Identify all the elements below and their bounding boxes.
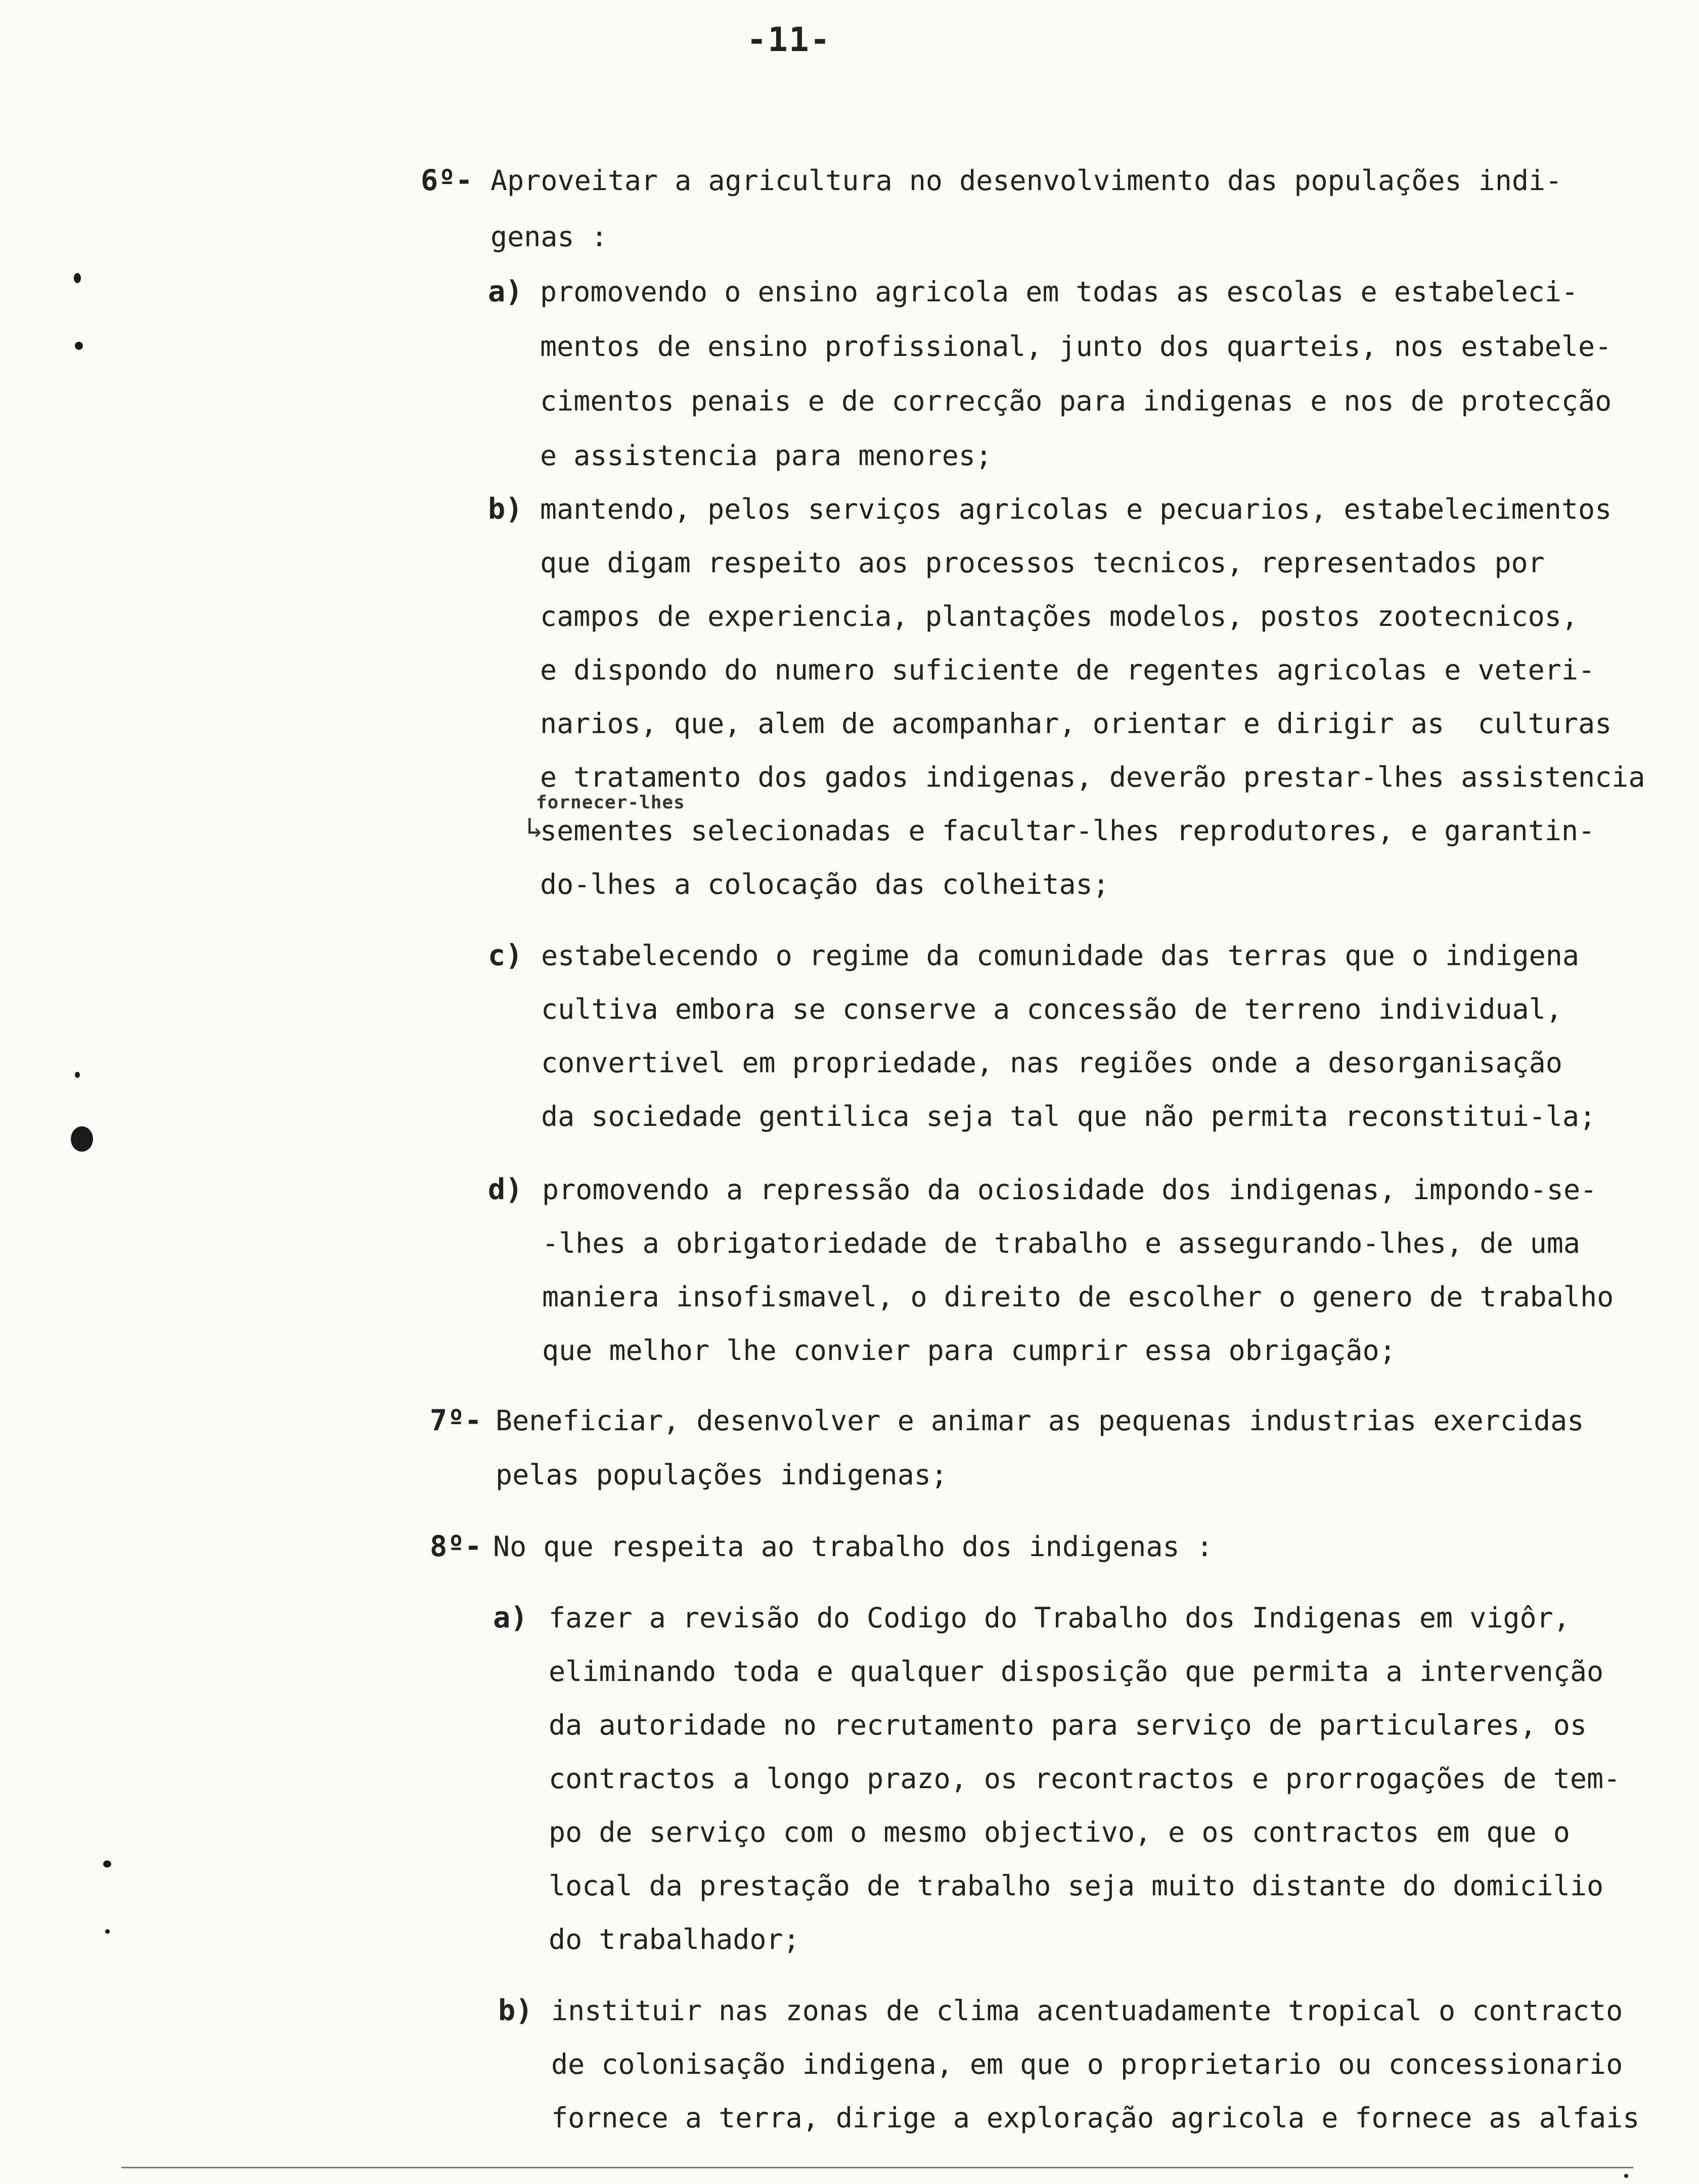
item-8b-label: b): [498, 1994, 533, 2027]
item-6c-line-2: cultiva embora se conserve a concessão de terreno individual,: [541, 993, 1562, 1025]
page-number: -11-: [746, 20, 831, 59]
item-8a-line-4: contractos a longo prazo, os recontractos e prorrogações de tem-: [549, 1762, 1621, 1795]
scan-speck: [105, 1929, 110, 1934]
item-6b-insertion: fornecer-lhes: [536, 792, 685, 813]
item-6b-line-6: e tratamento dos gados indigenas, deverão prestar-lhes assistencia: [540, 761, 1645, 793]
item-6d-label: d): [488, 1173, 523, 1206]
item-7-number: 7º-: [430, 1404, 482, 1437]
item-6b-line-5: narios, que, alem de acompanhar, orientar e dirigir as culturas: [540, 707, 1612, 740]
item-8a-line-3: da autoridade no recrutamento para serviço de particulares, os: [549, 1709, 1587, 1741]
item-8b-line-3: fornece a terra, dirige a exploração agricola e fornece as alfais: [551, 2102, 1640, 2134]
scan-speck: [74, 273, 81, 283]
item-6c-line-4: da sociedade gentilica seja tal que não permita reconstitui-la;: [541, 1100, 1596, 1132]
item-7-line-1: Beneficiar, desenvolver e animar as pequenas industrias exercidas: [496, 1404, 1584, 1437]
item-6a-line-1: promovendo o ensino agricola em todas as escolas e estabeleci-: [540, 276, 1578, 308]
item-6a-line-2: mentos de ensino profissional, junto dos quarteis, nos estabele-: [540, 330, 1612, 362]
item-6c-label: c): [488, 939, 523, 972]
item-6b-line-4: e dispondo do numero suficiente de regentes agricolas e veteri-: [540, 654, 1595, 686]
item-7-line-2: pelas populações indigenas;: [496, 1459, 948, 1491]
item-6d-line-1: promovendo a repressão da ociosidade dos indigenas, impondo-se-: [542, 1173, 1597, 1206]
item-8a-line-2: eliminando toda e qualquer disposição que permita a intervenção: [549, 1655, 1604, 1688]
scan-speck: [103, 1860, 111, 1868]
item-6-line-1: Aproveitar a agricultura no desenvolvimento das populações indi-: [490, 164, 1562, 197]
item-8a-line-7: do trabalhador;: [549, 1923, 800, 1955]
scan-speck: [1624, 2174, 1628, 2178]
item-6b-line-7: sementes selecionadas e facultar-lhes reprodutores, e garantin-: [540, 814, 1595, 847]
insertion-caret-mark: ↳: [526, 811, 543, 844]
item-6b-line-3: campos de experiencia, plantações modelos, postos zootecnicos,: [540, 600, 1578, 632]
item-6d-line-2: -lhes a obrigatoriedade de trabalho e assegurando-lhes, de uma: [542, 1227, 1580, 1259]
item-6c-line-3: convertivel em propriedade, nas regiões onde a desorganisação: [541, 1046, 1562, 1079]
item-8-line-1: No que respeita ao trabalho dos indigenas :: [493, 1530, 1213, 1563]
item-6-number: 6º-: [421, 164, 473, 197]
item-8b-line-1: instituir nas zonas de clima acentuadamente tropical o contracto: [551, 1994, 1623, 2027]
item-8-number: 8º-: [430, 1530, 482, 1563]
item-6a-line-4: e assistencia para menores;: [540, 439, 993, 472]
bottom-rule: [121, 2167, 1633, 2168]
item-6b-line-1: mantendo, pelos serviços agricolas e pecuarios, estabelecimentos: [540, 493, 1612, 525]
scan-speck: [75, 342, 83, 350]
item-6a-line-3: cimentos penais e de correcção para indigenas e nos de protecção: [540, 385, 1612, 417]
item-6b-line-8: do-lhes a colocação das colheitas;: [540, 868, 1109, 900]
item-6a-label: a): [488, 275, 523, 308]
item-6d-line-3: maniera insofismavel, o direito de escolher o genero de trabalho: [542, 1281, 1614, 1313]
item-6b-line-2: que digam respeito aos processos tecnicos, representados por: [540, 547, 1545, 579]
item-8a-line-1: fazer a revisão do Codigo do Trabalho dos Indigenas em vigôr,: [549, 1602, 1570, 1634]
item-6-line-2: genas :: [490, 220, 608, 253]
item-8a-line-5: po de serviço com o mesmo objectivo, e os contractos em que o: [549, 1816, 1570, 1848]
item-6d-line-4: que melhor lhe convier para cumprir essa obrigação;: [542, 1334, 1396, 1367]
scan-speck: [71, 1126, 93, 1152]
item-8b-line-2: de colonisação indigena, em que o proprietario ou concessionario: [551, 2048, 1623, 2080]
item-6b-label: b): [488, 492, 523, 526]
item-6c-line-1: estabelecendo o regime da comunidade das terras que o indigena: [541, 939, 1579, 972]
item-8a-line-6: local da prestação de trabalho seja muito distante do domicilio: [549, 1870, 1604, 1902]
scan-speck: [75, 1072, 80, 1078]
item-8a-label: a): [493, 1601, 528, 1634]
